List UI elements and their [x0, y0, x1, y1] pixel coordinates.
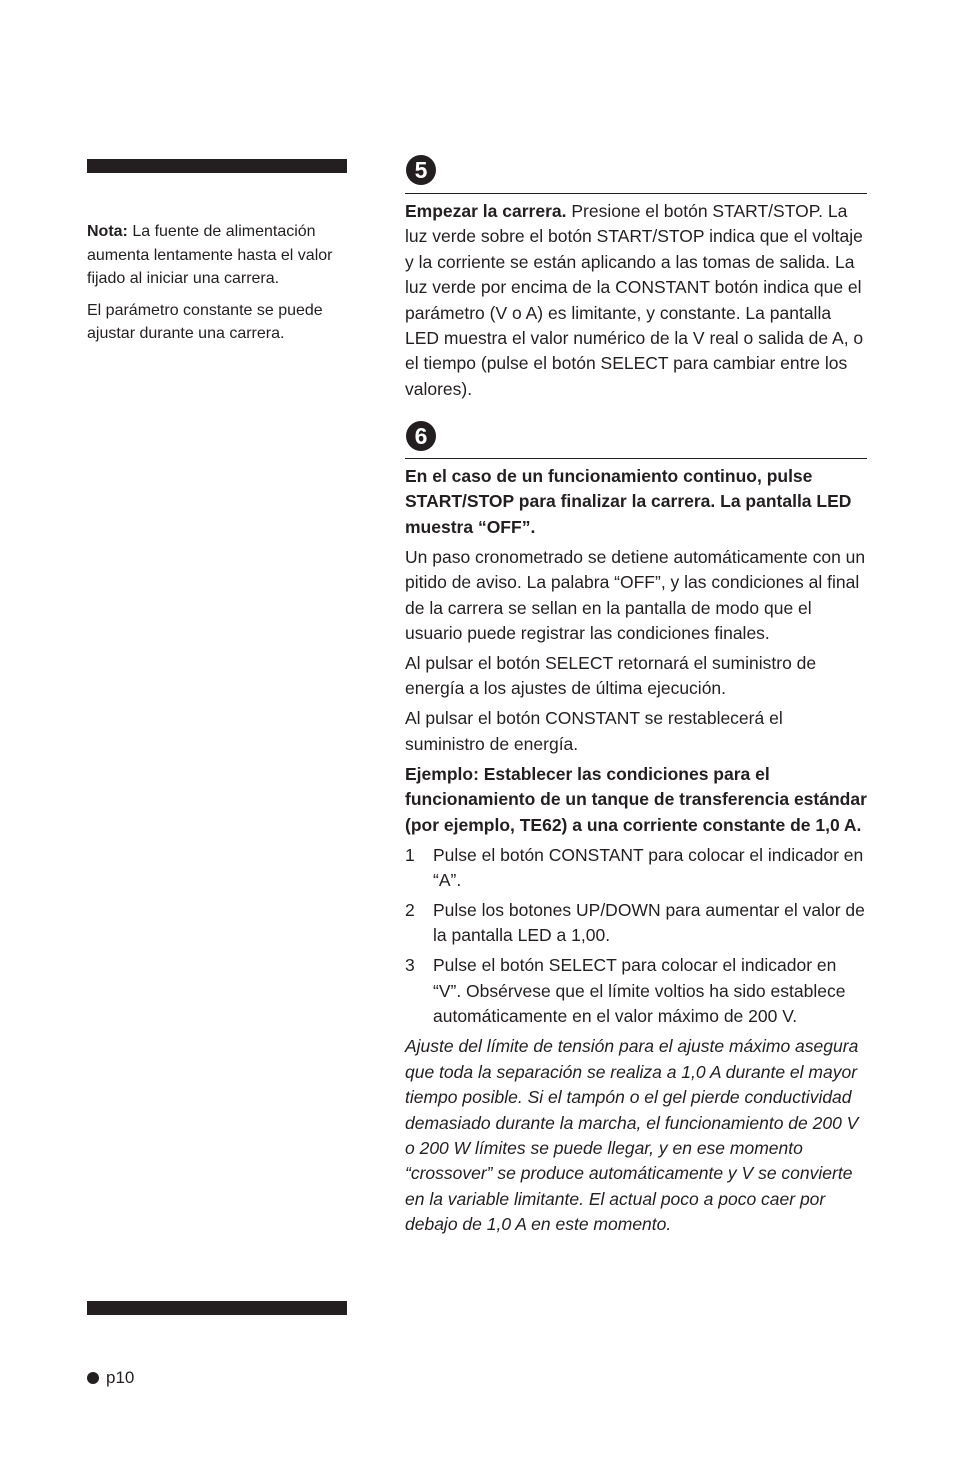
sidebar-note	[87, 220, 349, 354]
example-steps-list	[405, 843, 867, 1030]
list-text: Pulse los botones UP/DOWN para aumentar el valor de la pantalla LED a 1,00.	[433, 900, 865, 946]
example-bold: Ejemplo: Establecer las condiciones para el funcionamiento de un tanque de transferencia estándar (por ejemplo, TE62) a una corriente constante de 1,0 A.	[405, 763, 867, 835]
step-6-intro	[405, 464, 867, 540]
list-text: Pulse el botón CONSTANT para colocar el indicador en “A”.	[433, 844, 864, 891]
step-5-rule	[405, 193, 867, 194]
step-6-intro-bold: En el caso de un funcionamiento continuo, pulse START/STOP para finalizar la carrera. La pantalla LED muestra “OFF”.	[405, 466, 852, 537]
sidebar-bottom-bar	[87, 1301, 347, 1315]
note-text: La fuente de alimentación aumenta lentamente hasta el valor fijado al iniciar una carrera.	[87, 223, 333, 287]
list-text: Pulse el botón SELECT para colocar el indicador en “V”. Obsérvese que el límite voltios ha sido establece automáticamente en el valor máximo de 200 V.	[433, 955, 846, 1027]
step-5-badge: 5	[406, 155, 436, 185]
step-5-text: Presione el botón START/STOP. La luz verde sobre el botón START/STOP indica que el voltaje y la corriente se están aplicando a las tomas de salida. La luz verde por encima de la CONSTANT botón indica que el parámetro (V o A) es limitante, y constante. La pantalla LED muestra el valor numérico de la V real o salida de A, o el tiempo (pulse el botón SELECT para cambiar entre los valores).	[405, 201, 864, 399]
bullet-dot-icon	[87, 1372, 99, 1384]
sidebar-top-bar	[87, 159, 347, 173]
list-number: 1	[405, 844, 415, 865]
step-6-badge: 6	[406, 421, 436, 451]
step-6-body	[405, 464, 867, 1242]
page-number: p10	[106, 1368, 135, 1387]
note-paragraph	[87, 220, 349, 291]
step-6-paragraph-2: Al pulsar el botón SELECT retornará el suministro de energía a los ajustes de última ejecución.	[405, 653, 817, 699]
list-number: 3	[405, 955, 415, 976]
step-6-rule	[405, 458, 867, 459]
step-6-paragraph-3: Al pulsar el botón CONSTANT se restablecerá el suministro de energía.	[405, 708, 783, 754]
page-footer	[87, 1366, 134, 1390]
list-item	[405, 953, 867, 1029]
note-paragraph-2: El parámetro constante se puede ajustar durante una carrera.	[87, 301, 323, 342]
italic-note: Ajuste del límite de tensión para el ajuste máximo asegura que toda la separación se realiza a 1,0 A durante el mayor tiempo posible. Si el tampón o el gel pierde conductividad demasiado durante la marcha, el funcionamiento de 200 V o 200 W límites se puede llegar, y en ese momento “crossover” se produce automáticamente y V se convierte en la variable limitante. El actual poco a poco caer por debajo de 1,0 A en este momento.	[405, 1036, 859, 1235]
example-heading	[405, 762, 867, 838]
step-5-lead: Empezar la carrera.	[405, 201, 567, 221]
list-number: 2	[405, 900, 415, 921]
list-item	[405, 843, 867, 894]
note-label: Nota:	[87, 223, 128, 240]
step-5-body	[405, 199, 867, 407]
step-5-paragraph	[405, 199, 867, 402]
list-item	[405, 898, 867, 949]
step-6-paragraph-1: Un paso cronometrado se detiene automáticamente con un pitido de aviso. La palabra “OFF”, y las condiciones al final de la carrera se sellan en la pantalla de modo que el usuario puede registrar las condiciones finales.	[405, 546, 866, 644]
